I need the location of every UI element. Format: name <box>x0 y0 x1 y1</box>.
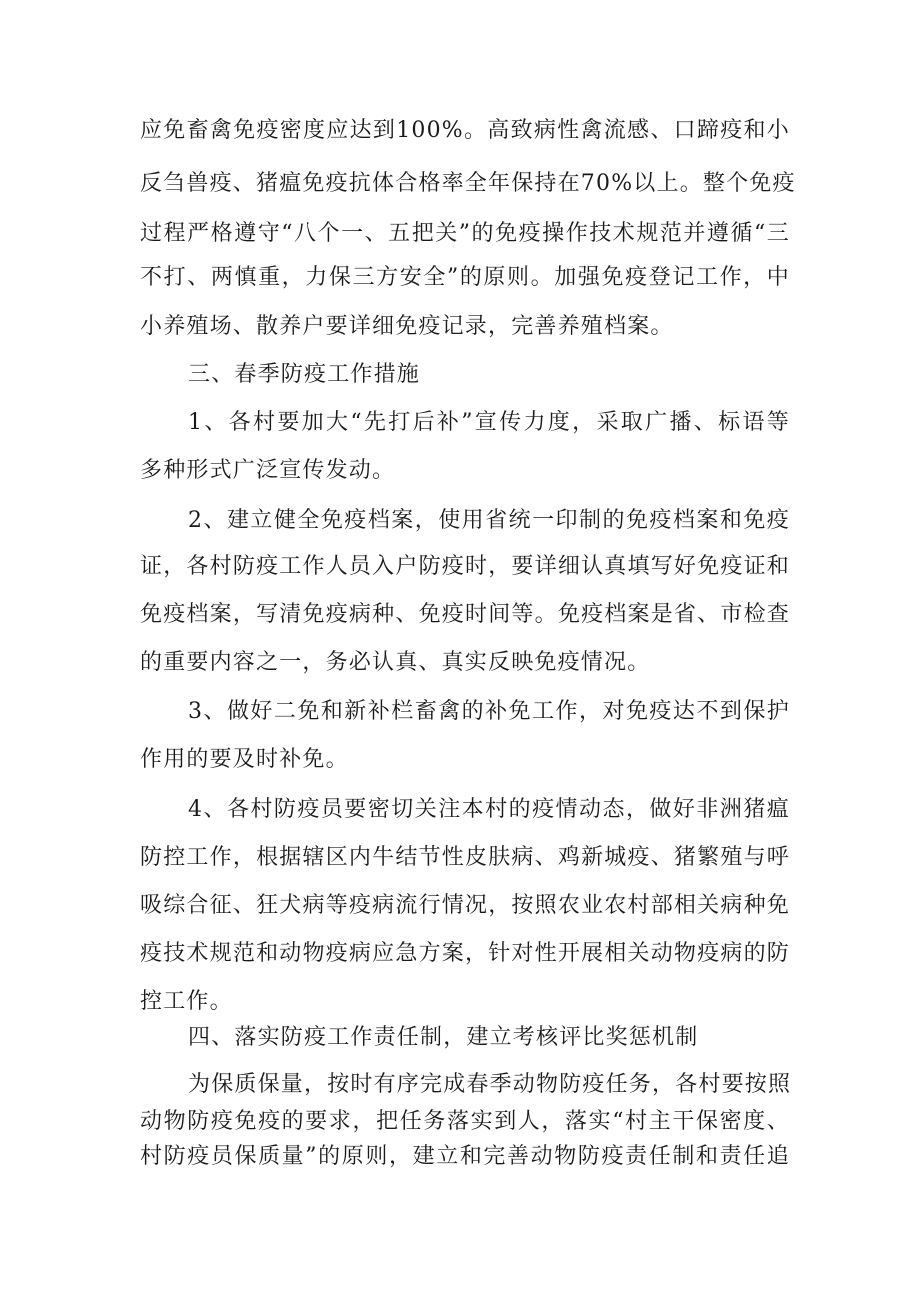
body-line: 2、建立健全免疫档案，使用省统一印制的免疫档案和免疫 <box>188 508 790 533</box>
body-line: 1、各村要加大“先打后补”宣传力度，采取广播、标语等 <box>188 410 790 435</box>
body-line: 证，各村防疫工作人员入户防疫时，要详细认真填写好免疫证和 <box>140 554 790 579</box>
body-line: 3、做好二免和新补栏畜禽的补免工作，对免疫达不到保护 <box>188 699 790 724</box>
body-line: 多种形式广泛宣传发动。 <box>140 458 396 483</box>
body-line: 过程严格遵守“八个一、五把关”的免疫操作技术规范并遵循“三 <box>140 221 790 246</box>
body-line: 防控工作，根据辖区内牛结节性皮肤病、鸡新城疫、猪繁殖与呼 <box>140 845 790 870</box>
body-line: 村防疫员保质量”的原则，建立和完善动物防疫责任制和责任追 <box>140 1144 790 1169</box>
section-heading: 四、落实防疫工作责任制，建立考核评比奖惩机制 <box>188 1025 699 1050</box>
body-line: 动物防疫免疫的要求，把任务落实到人，落实“村主干保密度、 <box>140 1109 790 1134</box>
section-heading: 三、春季防疫工作措施 <box>188 362 421 387</box>
body-line: 小养殖场、散养户要详细免疫记录，完善养殖档案。 <box>140 314 674 339</box>
body-line: 反刍兽疫、猪瘟免疫抗体合格率全年保持在70%以上。整个免疫 <box>140 171 796 196</box>
body-line: 控工作。 <box>140 989 233 1014</box>
body-line: 疫技术规范和动物疫病应急方案，针对性开展相关动物疫病的防 <box>140 941 790 966</box>
body-line: 吸综合征、狂犬病等疫病流行情况，按照农业农村部相关病种免 <box>140 893 790 918</box>
body-line: 免疫档案，写清免疫病种、免疫时间等。免疫档案是省、市检查 <box>140 602 790 627</box>
body-line: 4、各村防疫员要密切关注本村的疫情动态，做好非洲猪瘟 <box>188 797 790 822</box>
body-line: 应免畜禽免疫密度应达到100%。高致病性禽流感、口蹄疫和小 <box>140 118 790 143</box>
body-line: 作用的要及时补免。 <box>140 747 349 772</box>
body-line: 的重要内容之一，务必认真、真实反映免疫情况。 <box>140 650 651 675</box>
body-line: 不打、两慎重，力保三方安全”的原则。加强免疫登记工作，中 <box>140 265 790 290</box>
body-line: 为保质保量，按时有序完成春季动物防疫任务，各村要按照 <box>188 1072 792 1097</box>
